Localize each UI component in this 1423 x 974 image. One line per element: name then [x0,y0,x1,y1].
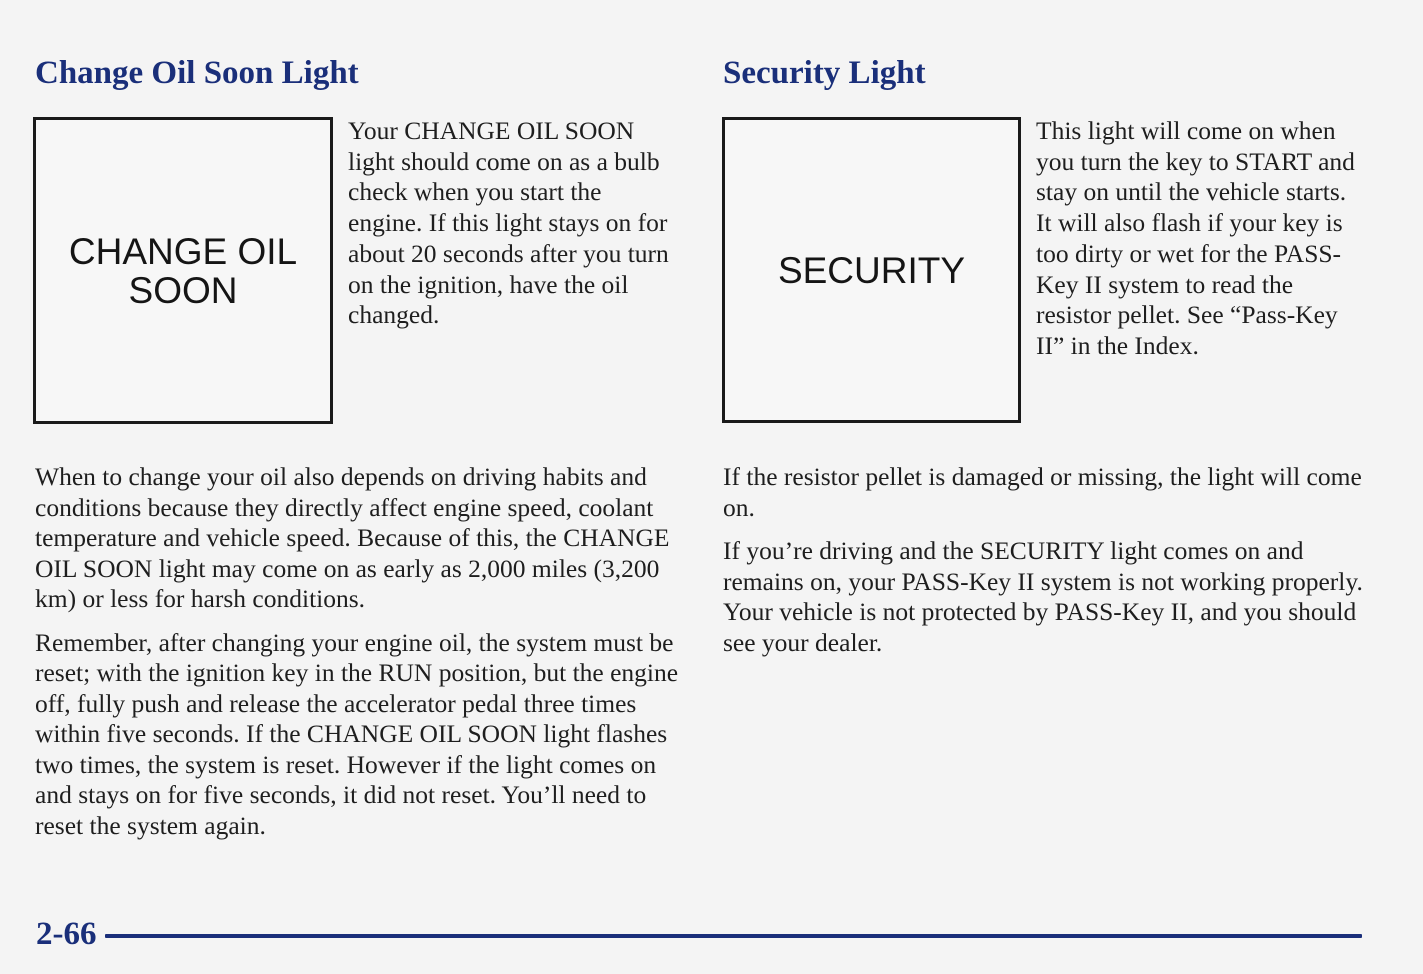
security-light-heading: Security Light [723,55,926,91]
footer-rule [105,934,1363,938]
change-oil-soon-description [348,116,678,331]
security-light-description [1036,116,1366,362]
indicator-line-1: CHANGE OIL [68,230,298,272]
resistor-pellet-paragraph: If the resistor pellet is damaged or missing, the light will come on. [723,462,1362,522]
security-light-description-text: This light will come on when you turn the key to START and stay on until the vehicle starts. It will also flash if your key is too dirty or wet for the PASS-Key II system to read the resistor pellet. See “Pass-Key II” in the Index. [1036,116,1355,360]
page-footer [36,914,1362,954]
change-oil-soon-indicator-label [69,232,297,310]
change-oil-soon-body [35,462,680,841]
change-oil-soon-description-text: Your CHANGE OIL SOON light should come on as a bulb check when you start the engine. If this light stays on for about 20 seconds after you turn on the ignition, have the oil changed. [348,116,669,330]
security-indicator-label [778,251,965,290]
security-light-body [723,462,1368,658]
security-indicator [722,117,1021,423]
security-light-on-paragraph: If you’re driving and the SECURITY light comes on and remains on, your PASS-Key II system is not working properly. Your vehicle is not protected by PASS-Key II, and you should see your dealer. [723,536,1363,657]
oil-system-reset-paragraph: Remember, after changing your engine oil, the system must be reset; with the ignition key in the RUN position, but the engine off, fully push and release the accelerator pedal three times within five seconds. If the CHANGE OIL SOON light flashes two times, the system is reset. However if the light comes on and stays on for five seconds, it did not reset. You’ll need to reset the system again. [35,627,679,840]
change-oil-soon-indicator [33,117,333,424]
page-number: 2-66 [36,916,97,952]
indicator-line-2: SOON [128,269,238,311]
indicator-line-1: SECURITY [777,249,966,291]
change-oil-soon-heading: Change Oil Soon Light [35,55,359,91]
oil-change-conditions-paragraph: When to change your oil also depends on driving habits and conditions because they directly affect engine speed, coolant temperature and vehicle speed. Because of this, the CHANGE OIL SOON light may come on as early as 2,000 miles (3,200 km) or less for harsh conditions. [35,462,670,613]
